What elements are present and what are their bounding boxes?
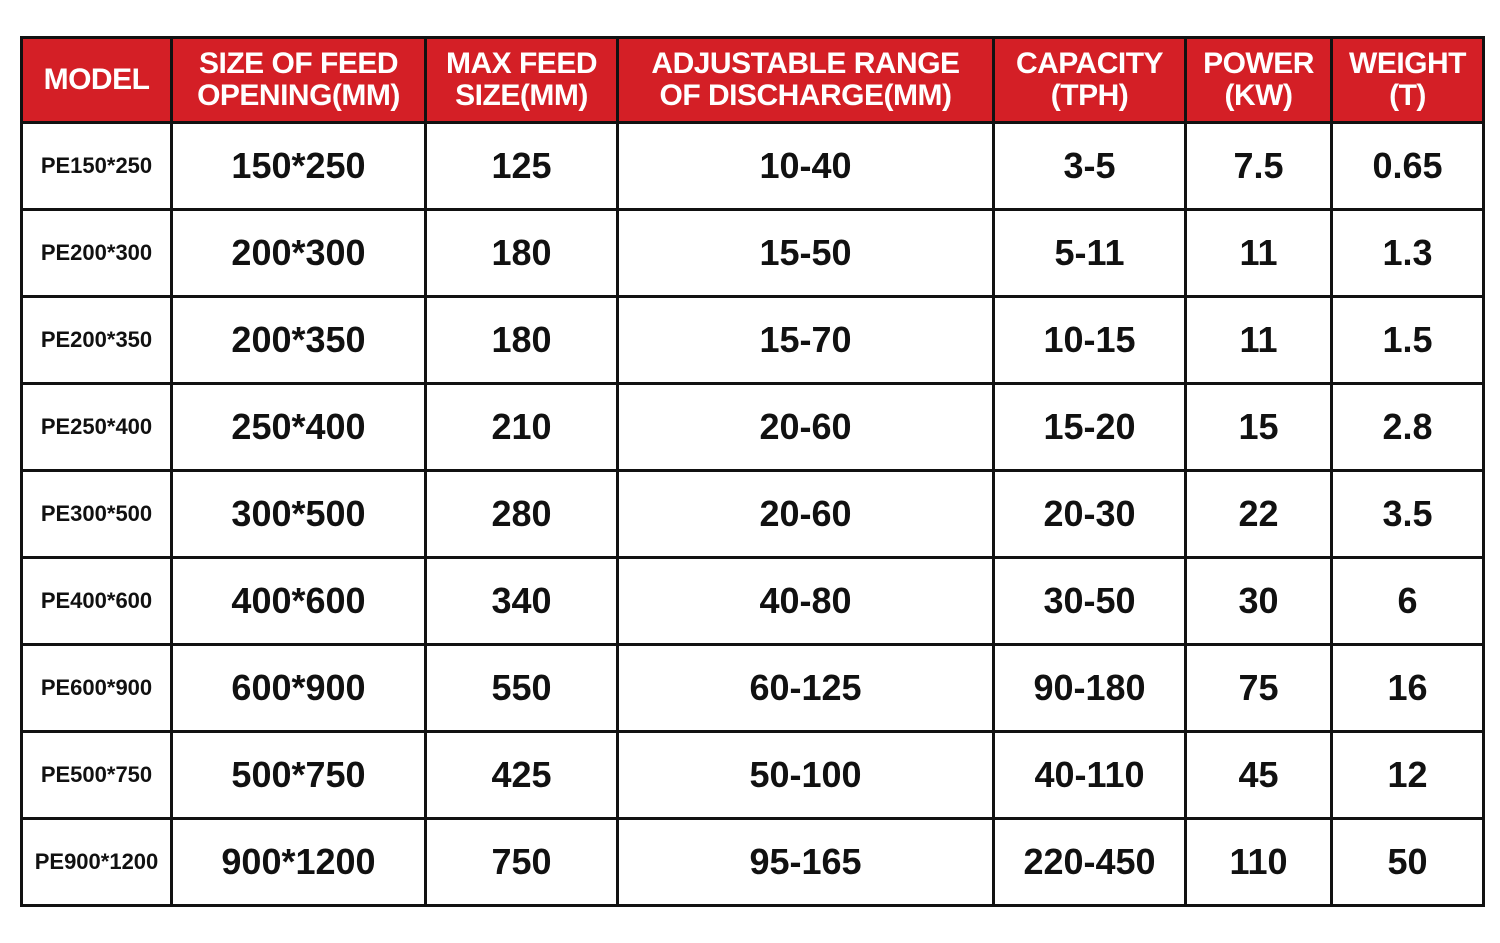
cell-weight: 50 <box>1332 819 1484 906</box>
cell-power: 110 <box>1186 819 1332 906</box>
cell-capacity: 10-15 <box>994 297 1186 384</box>
cell-discharge: 20-60 <box>618 384 994 471</box>
cell-model: PE200*300 <box>22 210 172 297</box>
cell-weight: 3.5 <box>1332 471 1484 558</box>
table-header <box>22 38 1484 123</box>
cell-max-feed: 180 <box>426 297 618 384</box>
cell-max-feed: 125 <box>426 123 618 210</box>
header-feed-opening-line2: OPENING(MM) <box>197 79 400 112</box>
cell-weight: 6 <box>1332 558 1484 645</box>
cell-discharge: 60-125 <box>618 645 994 732</box>
table-row <box>22 645 1484 732</box>
cell-capacity: 15-20 <box>994 384 1186 471</box>
cell-power: 11 <box>1186 297 1332 384</box>
table-row <box>22 558 1484 645</box>
header-feed-opening-line1: SIZE OF FEED <box>198 47 399 80</box>
cell-model: PE150*250 <box>22 123 172 210</box>
cell-feed-opening: 300*500 <box>172 471 426 558</box>
cell-power: 7.5 <box>1186 123 1332 210</box>
cell-discharge: 15-70 <box>618 297 994 384</box>
table-row <box>22 210 1484 297</box>
header-weight-line1: WEIGHT <box>1349 47 1466 80</box>
cell-feed-opening: 250*400 <box>172 384 426 471</box>
cell-model: PE600*900 <box>22 645 172 732</box>
cell-weight: 2.8 <box>1332 384 1484 471</box>
cell-feed-opening: 400*600 <box>172 558 426 645</box>
header-capacity <box>994 38 1186 123</box>
header-row <box>22 38 1484 123</box>
header-discharge-line2: OF DISCHARGE(MM) <box>659 79 952 112</box>
header-capacity-line1: CAPACITY <box>1015 47 1164 80</box>
jaw-crusher-spec-table <box>20 36 1485 907</box>
header-weight <box>1332 38 1484 123</box>
cell-feed-opening: 200*300 <box>172 210 426 297</box>
table-row <box>22 123 1484 210</box>
cell-capacity: 90-180 <box>994 645 1186 732</box>
cell-feed-opening: 500*750 <box>172 732 426 819</box>
header-discharge-line1: ADJUSTABLE RANGE <box>651 47 960 80</box>
cell-max-feed: 550 <box>426 645 618 732</box>
cell-power: 22 <box>1186 471 1332 558</box>
cell-model: PE250*400 <box>22 384 172 471</box>
cell-capacity: 220-450 <box>994 819 1186 906</box>
header-power-line1: POWER <box>1203 47 1314 80</box>
header-power <box>1186 38 1332 123</box>
cell-discharge: 20-60 <box>618 471 994 558</box>
cell-weight: 0.65 <box>1332 123 1484 210</box>
table-row <box>22 732 1484 819</box>
table-row <box>22 819 1484 906</box>
header-capacity-line2: (TPH) <box>1050 79 1129 112</box>
cell-model: PE900*1200 <box>22 819 172 906</box>
table-row <box>22 384 1484 471</box>
cell-power: 11 <box>1186 210 1332 297</box>
table-body <box>22 123 1484 906</box>
cell-feed-opening: 600*900 <box>172 645 426 732</box>
cell-weight: 12 <box>1332 732 1484 819</box>
cell-capacity: 20-30 <box>994 471 1186 558</box>
table-row <box>22 471 1484 558</box>
cell-model: PE400*600 <box>22 558 172 645</box>
cell-max-feed: 280 <box>426 471 618 558</box>
cell-discharge: 95-165 <box>618 819 994 906</box>
cell-model: PE200*350 <box>22 297 172 384</box>
spec-table-container <box>20 36 1482 907</box>
header-max-feed-line1: MAX FEED <box>445 47 597 80</box>
cell-max-feed: 210 <box>426 384 618 471</box>
cell-feed-opening: 200*350 <box>172 297 426 384</box>
cell-discharge: 50-100 <box>618 732 994 819</box>
header-model-label: MODEL <box>43 63 150 96</box>
cell-discharge: 10-40 <box>618 123 994 210</box>
cell-discharge: 40-80 <box>618 558 994 645</box>
header-model <box>22 38 172 123</box>
cell-capacity: 40-110 <box>994 732 1186 819</box>
header-discharge <box>618 38 994 123</box>
cell-weight: 16 <box>1332 645 1484 732</box>
cell-power: 15 <box>1186 384 1332 471</box>
cell-max-feed: 340 <box>426 558 618 645</box>
header-feed-opening <box>172 38 426 123</box>
cell-capacity: 30-50 <box>994 558 1186 645</box>
cell-feed-opening: 150*250 <box>172 123 426 210</box>
header-power-line2: (KW) <box>1224 79 1293 112</box>
cell-model: PE500*750 <box>22 732 172 819</box>
cell-power: 45 <box>1186 732 1332 819</box>
cell-weight: 1.5 <box>1332 297 1484 384</box>
cell-power: 30 <box>1186 558 1332 645</box>
cell-weight: 1.3 <box>1332 210 1484 297</box>
cell-feed-opening: 900*1200 <box>172 819 426 906</box>
cell-power: 75 <box>1186 645 1332 732</box>
cell-capacity: 5-11 <box>994 210 1186 297</box>
header-max-feed <box>426 38 618 123</box>
cell-max-feed: 425 <box>426 732 618 819</box>
header-max-feed-line2: SIZE(MM) <box>455 79 588 112</box>
cell-max-feed: 750 <box>426 819 618 906</box>
cell-model: PE300*500 <box>22 471 172 558</box>
cell-capacity: 3-5 <box>994 123 1186 210</box>
cell-max-feed: 180 <box>426 210 618 297</box>
table-row <box>22 297 1484 384</box>
cell-discharge: 15-50 <box>618 210 994 297</box>
header-weight-line2: (T) <box>1389 79 1426 112</box>
